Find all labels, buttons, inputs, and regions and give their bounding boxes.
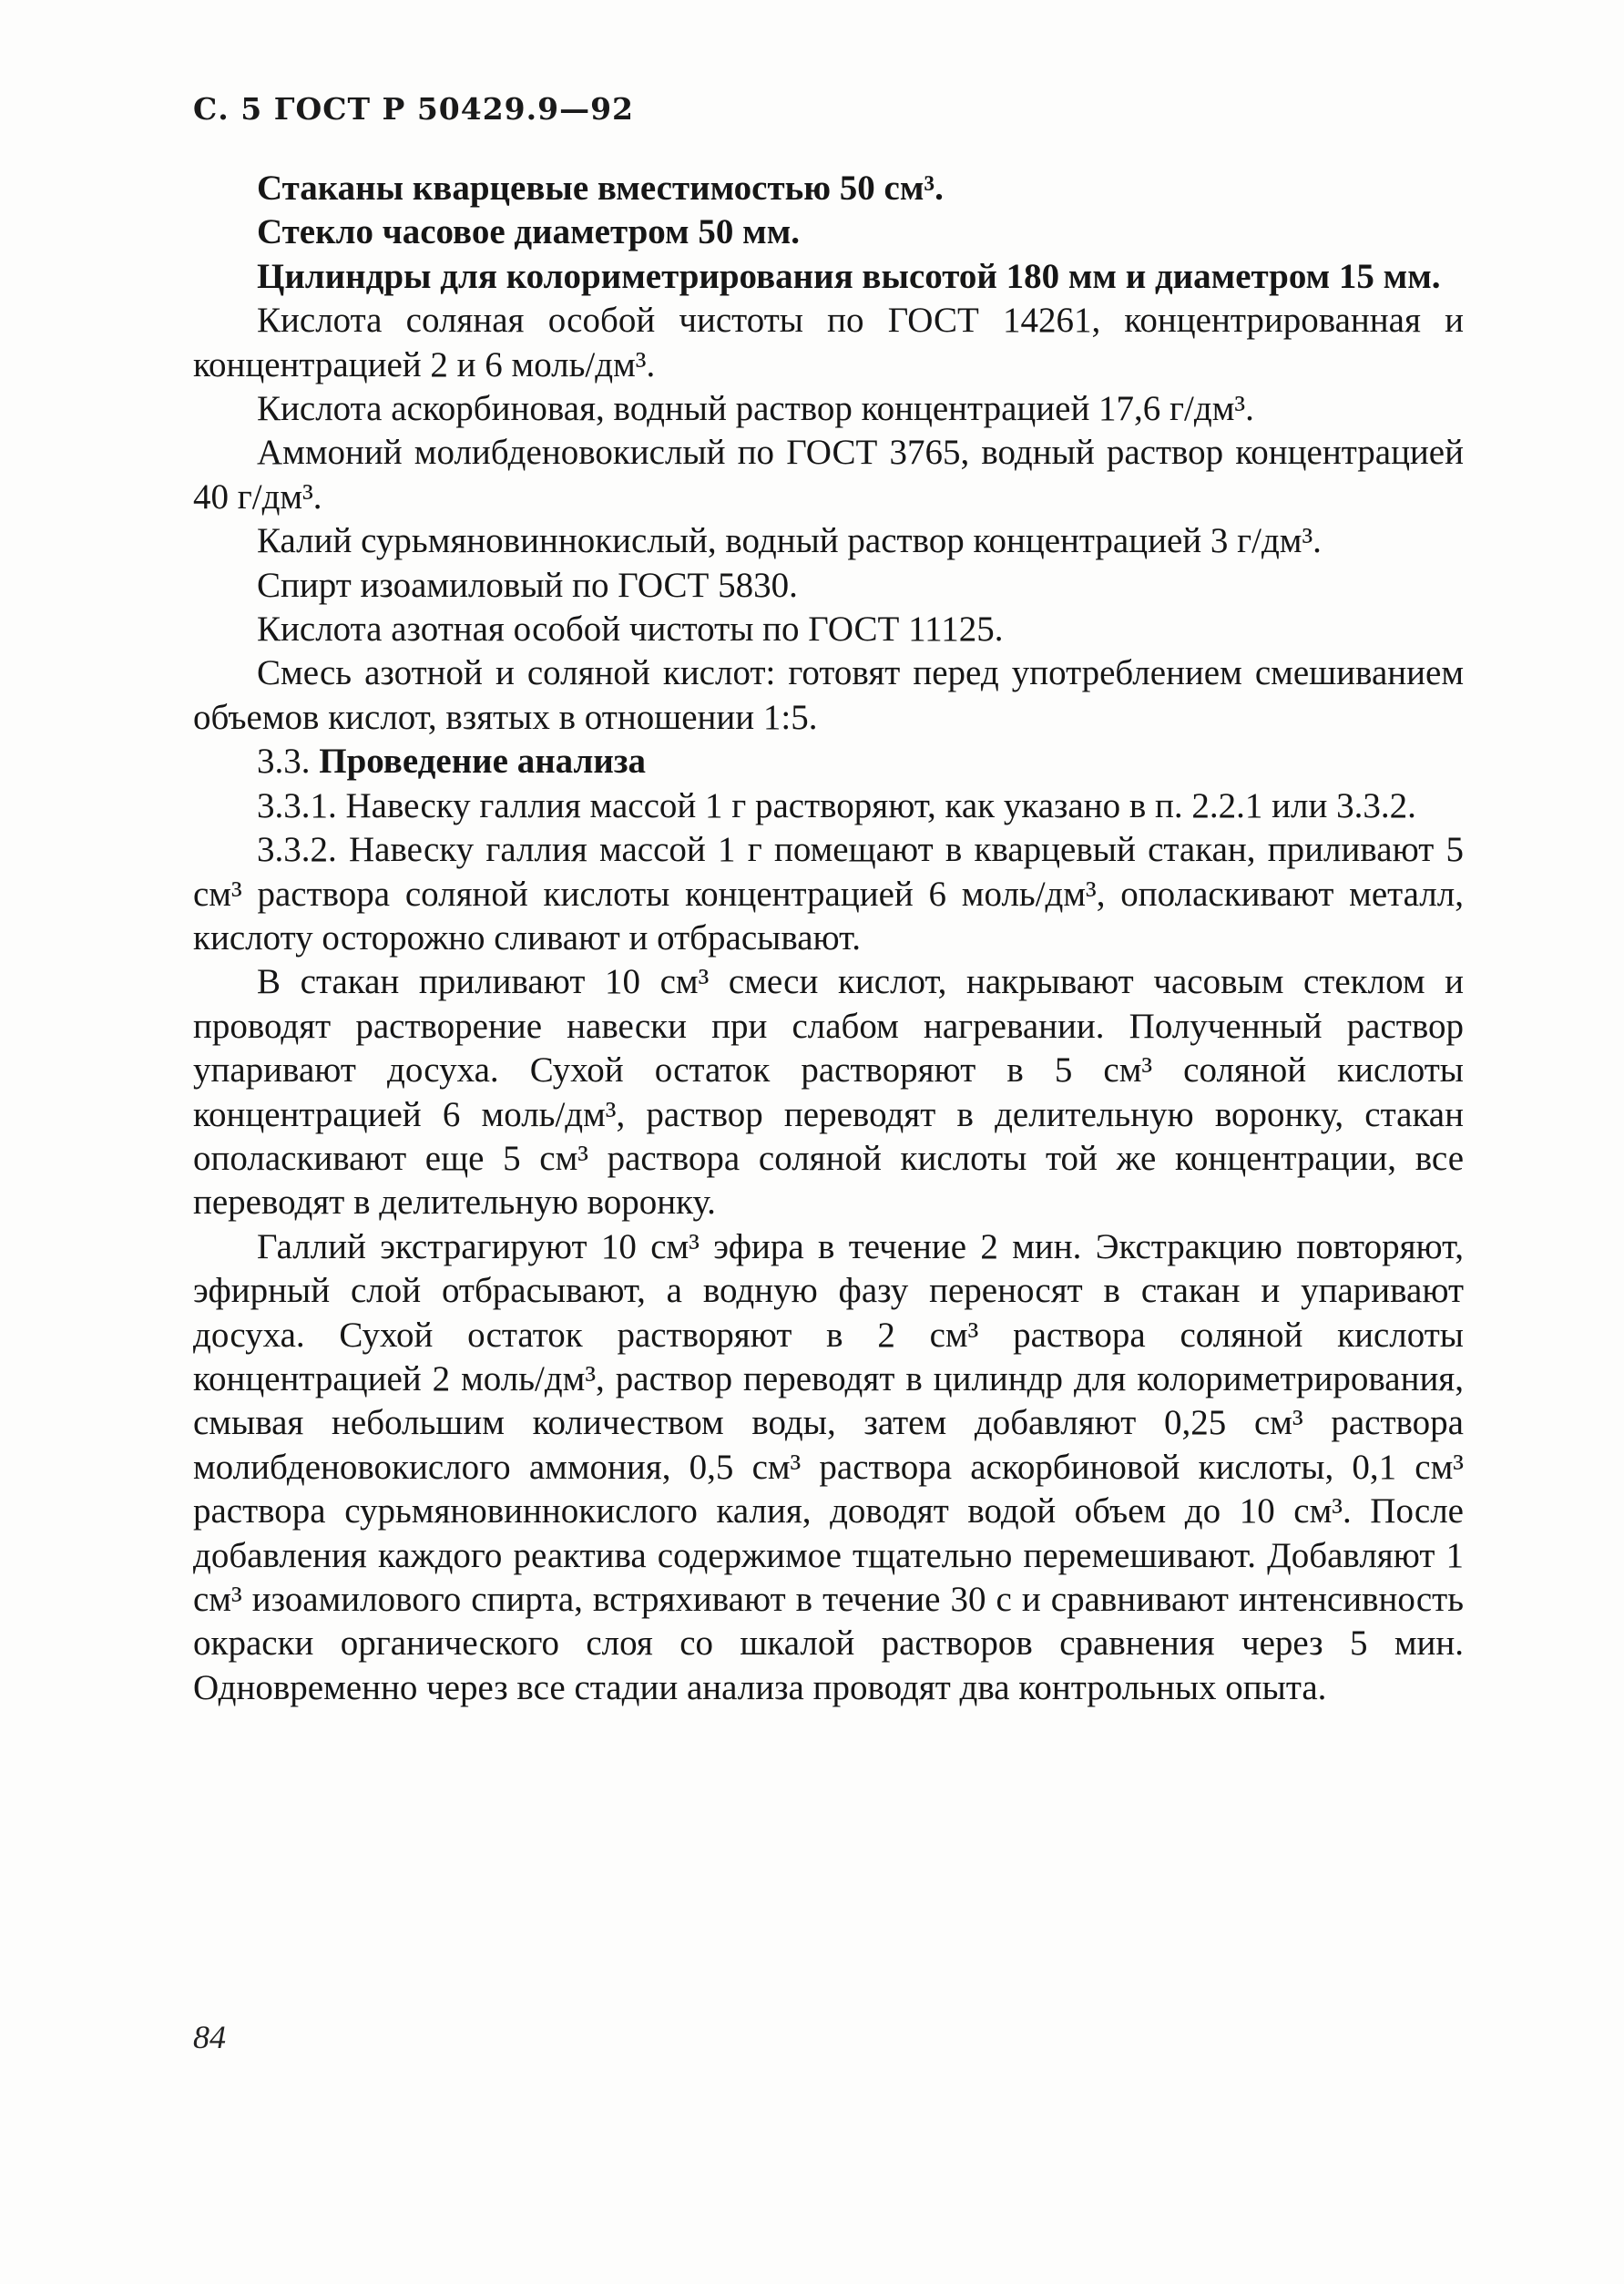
section-title: Проведение анализа bbox=[319, 742, 647, 782]
step-paragraph: 3.3.2. Навеску галлия массой 1 г помещают в кварцевый стакан, приливают 5 см³ раствора соляной кислоты концентрацией 6 моль/дм³, ополаскивают металл, кислоту осторожно сливают и отбрасывают. bbox=[193, 830, 1464, 958]
section-heading bbox=[193, 740, 1464, 784]
page-number: 84 bbox=[193, 2019, 226, 2055]
page-header: С. 5 ГОСТ Р 50429.9—92 bbox=[193, 91, 635, 127]
paragraph: Кислота азотная особой чистоты по ГОСТ 11125. bbox=[257, 609, 1004, 650]
paragraph: Кислота аскорбиновая, водный раствор концентрацией 17,6 г/дм³. bbox=[257, 389, 1254, 429]
paragraph: Смесь азотной и соляной кислот: готовят перед употреблением смешиванием объемов кислот, взятых в отношении 1:5. bbox=[193, 653, 1464, 737]
step-paragraph: В стакан приливают 10 см³ смеси кислот, накрывают часовым стеклом и проводят растворение навески при слабом нагревании. Полученный раствор упаривают досуха. Сухой остаток растворяют в 5 см³ соляной кислоты концентрацией 6 моль/дм³, раствор переводят в делительную воронку, стакан ополаскивают еще 5 см³ раствора соляной кислоты той же концентрации, все переводят в делительную воронку. bbox=[193, 962, 1464, 1223]
section-number: 3.3. bbox=[257, 742, 311, 782]
paragraph: Цилиндры для колориметрирования высотой 180 мм и диаметром 15 мм. bbox=[257, 256, 1441, 296]
paragraph: Калий сурьмяновиннокислый, водный раствор концентрацией 3 г/дм³. bbox=[257, 521, 1322, 561]
document-body bbox=[193, 167, 1464, 1710]
step-paragraph: Галлий экстрагируют 10 см³ эфира в течение 2 мин. Экстракцию повторяют, эфирный слой отбрасывают, а водную фазу переносят в стакан и упаривают досуха. Сухой остаток растворяют в 2 см³ раствора соляной кислоты концентрацией 2 моль/дм³, раствор переводят в цилиндр для колориметрирования, смывая небольшим количеством воды, затем добавляют 0,25 см³ раствора молибденовокислого аммония, 0,5 см³ раствора аскорбиновой кислоты, 0,1 см³ раствора сурьмяновиннокислого калия, доводят водой объем до 10 см³. После добавления каждого реактива содержимое тщательно перемешивают. Добавляют 1 см³ изоамилового спирта, встряхивают в течение 30 с и сравнивают интенсивность окраски органического слоя со шкалой растворов сравнения через 5 мин. Одновременно через все стадии анализа проводят два контрольных опыта. bbox=[193, 1226, 1464, 1707]
paragraph: Стекло часовое диаметром 50 мм. bbox=[257, 212, 801, 252]
step-paragraph: 3.3.1. Навеску галлия массой 1 г растворяют, как указано в п. 2.2.1 или 3.3.2. bbox=[257, 785, 1416, 825]
paragraph: Кислота соляная особой чистоты по ГОСТ 14261, концентрированная и концентрацией 2 и 6 моль/дм³. bbox=[193, 301, 1464, 384]
paragraph: Спирт изоамиловый по ГОСТ 5830. bbox=[257, 565, 798, 605]
paragraph: Аммоний молибденовокислый по ГОСТ 3765, водный раствор концентрацией 40 г/дм³. bbox=[193, 433, 1464, 517]
paragraph: Стаканы кварцевые вместимостью 50 см³. bbox=[257, 169, 944, 208]
